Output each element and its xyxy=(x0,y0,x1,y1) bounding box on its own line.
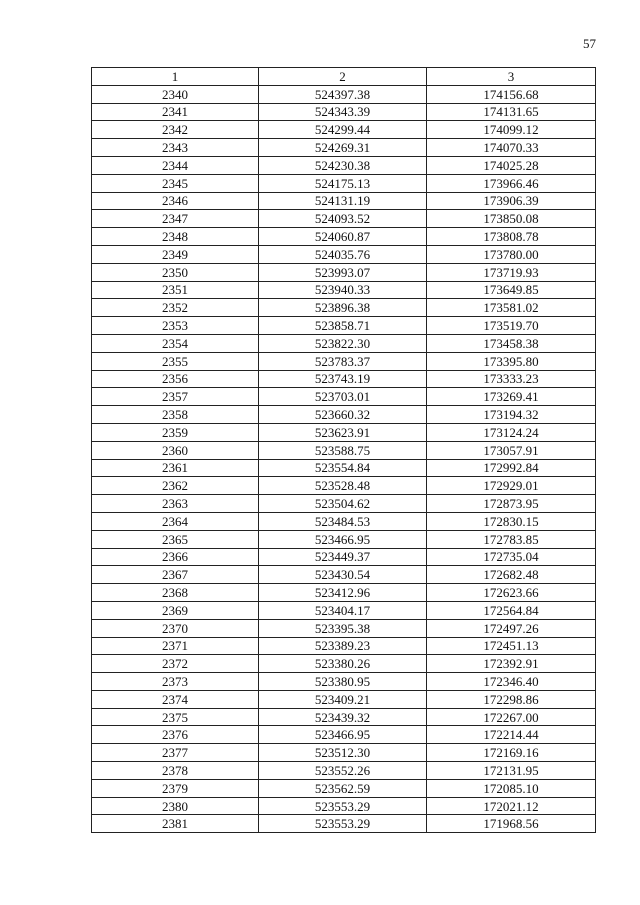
point-number-cell: 2340 xyxy=(92,85,259,103)
table-row xyxy=(92,210,596,228)
table-row xyxy=(92,406,596,424)
point-number-cell: 2369 xyxy=(92,601,259,619)
table-row xyxy=(92,441,596,459)
table-row xyxy=(92,281,596,299)
table-row xyxy=(92,815,596,833)
y-coordinate-cell: 174099.12 xyxy=(427,121,596,139)
y-coordinate-cell: 174131.65 xyxy=(427,103,596,121)
y-coordinate-cell: 172267.00 xyxy=(427,708,596,726)
y-coordinate-cell: 172298.86 xyxy=(427,690,596,708)
x-coordinate-cell: 523380.95 xyxy=(259,673,427,691)
table-row xyxy=(92,797,596,815)
table-row xyxy=(92,263,596,281)
y-coordinate-cell: 173458.38 xyxy=(427,334,596,352)
y-coordinate-cell: 173581.02 xyxy=(427,299,596,317)
x-coordinate-cell: 523528.48 xyxy=(259,477,427,495)
x-coordinate-cell: 524343.39 xyxy=(259,103,427,121)
y-coordinate-cell: 172564.84 xyxy=(427,601,596,619)
table-row xyxy=(92,779,596,797)
y-coordinate-cell: 172735.04 xyxy=(427,548,596,566)
table-row xyxy=(92,245,596,263)
table-header-row xyxy=(92,68,596,86)
x-coordinate-cell: 524093.52 xyxy=(259,210,427,228)
x-coordinate-cell: 523993.07 xyxy=(259,263,427,281)
y-coordinate-cell: 173649.85 xyxy=(427,281,596,299)
x-coordinate-cell: 523389.23 xyxy=(259,637,427,655)
table-row xyxy=(92,619,596,637)
point-number-cell: 2364 xyxy=(92,512,259,530)
point-number-cell: 2357 xyxy=(92,388,259,406)
x-coordinate-cell: 523623.91 xyxy=(259,423,427,441)
coordinates-table xyxy=(91,67,596,833)
table-body xyxy=(92,85,596,832)
point-number-cell: 2371 xyxy=(92,637,259,655)
x-coordinate-cell: 523449.37 xyxy=(259,548,427,566)
table-row xyxy=(92,299,596,317)
table-row xyxy=(92,334,596,352)
x-coordinate-cell: 523404.17 xyxy=(259,601,427,619)
point-number-cell: 2343 xyxy=(92,139,259,157)
point-number-cell: 2376 xyxy=(92,726,259,744)
point-number-cell: 2356 xyxy=(92,370,259,388)
y-coordinate-cell: 172623.66 xyxy=(427,584,596,602)
x-coordinate-cell: 523439.32 xyxy=(259,708,427,726)
table-row xyxy=(92,744,596,762)
x-coordinate-cell: 523743.19 xyxy=(259,370,427,388)
point-number-cell: 2351 xyxy=(92,281,259,299)
y-coordinate-cell: 173194.32 xyxy=(427,406,596,424)
y-coordinate-cell: 173780.00 xyxy=(427,245,596,263)
y-coordinate-cell: 173906.39 xyxy=(427,192,596,210)
y-coordinate-cell: 174025.28 xyxy=(427,156,596,174)
point-number-cell: 2355 xyxy=(92,352,259,370)
column-header-point-number: 1 xyxy=(92,68,259,86)
point-number-cell: 2377 xyxy=(92,744,259,762)
table-row xyxy=(92,655,596,673)
table-row xyxy=(92,477,596,495)
table-row xyxy=(92,495,596,513)
table-row xyxy=(92,512,596,530)
x-coordinate-cell: 523858.71 xyxy=(259,317,427,335)
point-number-cell: 2347 xyxy=(92,210,259,228)
x-coordinate-cell: 523412.96 xyxy=(259,584,427,602)
y-coordinate-cell: 173519.70 xyxy=(427,317,596,335)
point-number-cell: 2349 xyxy=(92,245,259,263)
table-row xyxy=(92,121,596,139)
x-coordinate-cell: 523553.29 xyxy=(259,815,427,833)
x-coordinate-cell: 524269.31 xyxy=(259,139,427,157)
point-number-cell: 2370 xyxy=(92,619,259,637)
point-number-cell: 2373 xyxy=(92,673,259,691)
table-row xyxy=(92,228,596,246)
x-coordinate-cell: 523466.95 xyxy=(259,726,427,744)
y-coordinate-cell: 172873.95 xyxy=(427,495,596,513)
y-coordinate-cell: 172392.91 xyxy=(427,655,596,673)
x-coordinate-cell: 523896.38 xyxy=(259,299,427,317)
table-row xyxy=(92,85,596,103)
x-coordinate-cell: 523562.59 xyxy=(259,779,427,797)
point-number-cell: 2344 xyxy=(92,156,259,174)
point-number-cell: 2381 xyxy=(92,815,259,833)
x-coordinate-cell: 524035.76 xyxy=(259,245,427,263)
table-row xyxy=(92,690,596,708)
y-coordinate-cell: 173269.41 xyxy=(427,388,596,406)
table-row xyxy=(92,601,596,619)
y-coordinate-cell: 172992.84 xyxy=(427,459,596,477)
column-header-y-coordinate: 3 xyxy=(427,68,596,86)
x-coordinate-cell: 523409.21 xyxy=(259,690,427,708)
y-coordinate-cell: 173395.80 xyxy=(427,352,596,370)
y-coordinate-cell: 172021.12 xyxy=(427,797,596,815)
table-row xyxy=(92,156,596,174)
point-number-cell: 2360 xyxy=(92,441,259,459)
x-coordinate-cell: 523395.38 xyxy=(259,619,427,637)
y-coordinate-cell: 172214.44 xyxy=(427,726,596,744)
x-coordinate-cell: 523703.01 xyxy=(259,388,427,406)
point-number-cell: 2374 xyxy=(92,690,259,708)
point-number-cell: 2363 xyxy=(92,495,259,513)
x-coordinate-cell: 523940.33 xyxy=(259,281,427,299)
table-row xyxy=(92,317,596,335)
table-row xyxy=(92,708,596,726)
y-coordinate-cell: 172497.26 xyxy=(427,619,596,637)
point-number-cell: 2350 xyxy=(92,263,259,281)
point-number-cell: 2362 xyxy=(92,477,259,495)
x-coordinate-cell: 523552.26 xyxy=(259,762,427,780)
x-coordinate-cell: 523512.30 xyxy=(259,744,427,762)
y-coordinate-cell: 172682.48 xyxy=(427,566,596,584)
x-coordinate-cell: 524175.13 xyxy=(259,174,427,192)
point-number-cell: 2375 xyxy=(92,708,259,726)
y-coordinate-cell: 172830.15 xyxy=(427,512,596,530)
x-coordinate-cell: 523554.84 xyxy=(259,459,427,477)
x-coordinate-cell: 523430.54 xyxy=(259,566,427,584)
point-number-cell: 2348 xyxy=(92,228,259,246)
point-number-cell: 2366 xyxy=(92,548,259,566)
point-number-cell: 2368 xyxy=(92,584,259,602)
x-coordinate-cell: 524060.87 xyxy=(259,228,427,246)
table-row xyxy=(92,673,596,691)
table-row xyxy=(92,530,596,548)
x-coordinate-cell: 524299.44 xyxy=(259,121,427,139)
point-number-cell: 2365 xyxy=(92,530,259,548)
point-number-cell: 2380 xyxy=(92,797,259,815)
point-number-cell: 2352 xyxy=(92,299,259,317)
x-coordinate-cell: 523588.75 xyxy=(259,441,427,459)
point-number-cell: 2345 xyxy=(92,174,259,192)
y-coordinate-cell: 173966.46 xyxy=(427,174,596,192)
point-number-cell: 2342 xyxy=(92,121,259,139)
column-header-x-coordinate: 2 xyxy=(259,68,427,86)
x-coordinate-cell: 524230.38 xyxy=(259,156,427,174)
y-coordinate-cell: 173719.93 xyxy=(427,263,596,281)
y-coordinate-cell: 172451.13 xyxy=(427,637,596,655)
table-row xyxy=(92,548,596,566)
table-row xyxy=(92,192,596,210)
y-coordinate-cell: 173333.23 xyxy=(427,370,596,388)
point-number-cell: 2359 xyxy=(92,423,259,441)
table-row xyxy=(92,762,596,780)
table-row xyxy=(92,637,596,655)
table-row xyxy=(92,370,596,388)
x-coordinate-cell: 523553.29 xyxy=(259,797,427,815)
y-coordinate-cell: 173808.78 xyxy=(427,228,596,246)
table-row xyxy=(92,566,596,584)
page-number: 57 xyxy=(583,36,596,51)
y-coordinate-cell: 172131.95 xyxy=(427,762,596,780)
table-row xyxy=(92,174,596,192)
y-coordinate-cell: 173850.08 xyxy=(427,210,596,228)
table-row xyxy=(92,459,596,477)
y-coordinate-cell: 172169.16 xyxy=(427,744,596,762)
point-number-cell: 2367 xyxy=(92,566,259,584)
table-row xyxy=(92,726,596,744)
x-coordinate-cell: 523504.62 xyxy=(259,495,427,513)
table-row xyxy=(92,423,596,441)
point-number-cell: 2378 xyxy=(92,762,259,780)
table-row xyxy=(92,388,596,406)
y-coordinate-cell: 172346.40 xyxy=(427,673,596,691)
x-coordinate-cell: 523466.95 xyxy=(259,530,427,548)
table-row xyxy=(92,584,596,602)
x-coordinate-cell: 523822.30 xyxy=(259,334,427,352)
point-number-cell: 2379 xyxy=(92,779,259,797)
x-coordinate-cell: 524397.38 xyxy=(259,85,427,103)
y-coordinate-cell: 173057.91 xyxy=(427,441,596,459)
y-coordinate-cell: 174156.68 xyxy=(427,85,596,103)
x-coordinate-cell: 524131.19 xyxy=(259,192,427,210)
y-coordinate-cell: 172929.01 xyxy=(427,477,596,495)
table-row xyxy=(92,103,596,121)
point-number-cell: 2353 xyxy=(92,317,259,335)
table-row xyxy=(92,139,596,157)
x-coordinate-cell: 523660.32 xyxy=(259,406,427,424)
point-number-cell: 2354 xyxy=(92,334,259,352)
table-row xyxy=(92,352,596,370)
y-coordinate-cell: 171968.56 xyxy=(427,815,596,833)
point-number-cell: 2361 xyxy=(92,459,259,477)
x-coordinate-cell: 523484.53 xyxy=(259,512,427,530)
x-coordinate-cell: 523380.26 xyxy=(259,655,427,673)
point-number-cell: 2341 xyxy=(92,103,259,121)
y-coordinate-cell: 173124.24 xyxy=(427,423,596,441)
x-coordinate-cell: 523783.37 xyxy=(259,352,427,370)
point-number-cell: 2358 xyxy=(92,406,259,424)
y-coordinate-cell: 172783.85 xyxy=(427,530,596,548)
point-number-cell: 2346 xyxy=(92,192,259,210)
y-coordinate-cell: 172085.10 xyxy=(427,779,596,797)
point-number-cell: 2372 xyxy=(92,655,259,673)
y-coordinate-cell: 174070.33 xyxy=(427,139,596,157)
